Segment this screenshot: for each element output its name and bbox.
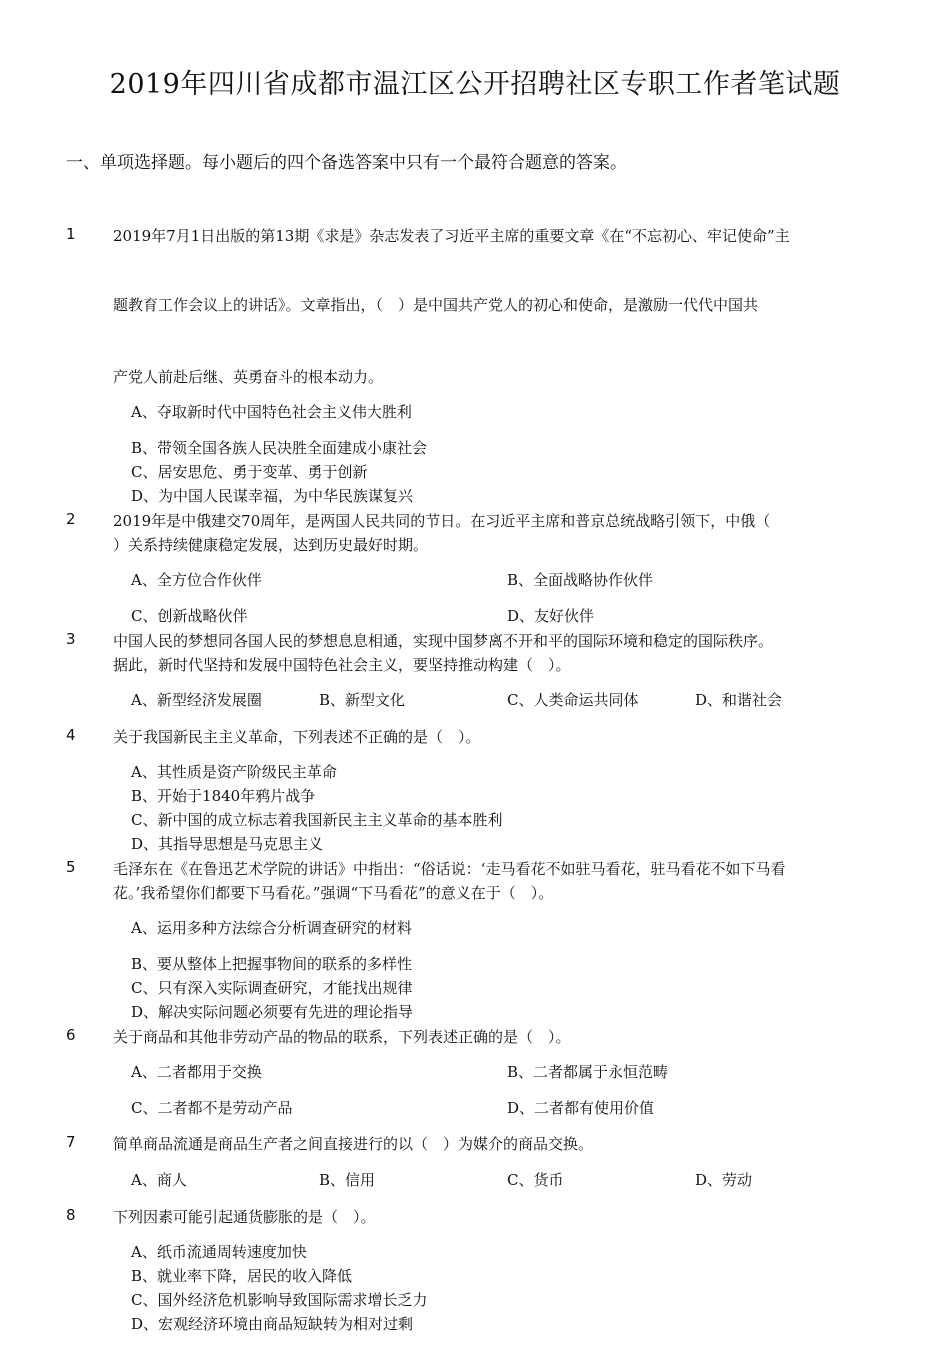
option-c: C、创新战略伙伴 <box>131 607 248 625</box>
option-a: A、运用多种方法综合分析调查研究的材料 <box>131 919 412 937</box>
option-b: B、二者都属于永恒范畴 <box>507 1063 669 1081</box>
question-number: 2 <box>66 510 76 528</box>
option-a: A、商人 <box>131 1171 187 1189</box>
question-text-line: ）关系持续健康稳定发展，达到历史最好时期。 <box>113 536 429 554</box>
question-number: 8 <box>66 1206 76 1224</box>
option-c: C、新中国的成立标志着我国新民主主义革命的基本胜利 <box>131 811 503 829</box>
question-text-line: 据此，新时代坚持和发展中国特色社会主义，要坚持推动构建（ ）。 <box>113 656 571 674</box>
option-d: D、为中国人民谋幸福，为中华民族谋复兴 <box>131 487 414 505</box>
option-c: C、人类命运共同体 <box>507 691 639 709</box>
question-text-line: 2019年7月1日出版的第13期《求是》杂志发表了习近平主席的重要文章《在“不忘初心、牢记使命”主 <box>113 227 790 245</box>
option-d: D、二者都有使用价值 <box>507 1099 655 1117</box>
option-a: A、其性质是资产阶级民主革命 <box>131 763 337 781</box>
option-b: B、带领全国各族人民决胜全面建成小康社会 <box>131 439 428 457</box>
question-text-line: 中国人民的梦想同各国人民的梦想息息相通，实现中国梦离不开和平的国际环境和稳定的国际秩序。 <box>113 632 774 650</box>
option-a: A、新型经济发展圈 <box>131 691 262 709</box>
option-a: A、二者都用于交换 <box>131 1063 262 1081</box>
question-number: 3 <box>66 630 76 648</box>
option-b: B、信用 <box>319 1171 376 1189</box>
question-text-line: 下列因素可能引起通货膨胀的是（ ）。 <box>113 1208 376 1226</box>
option-d: D、友好伙伴 <box>507 607 595 625</box>
section-heading: 一、单项选择题。每小题后的四个备选答案中只有一个最符合题意的答案。 <box>66 153 627 173</box>
option-b: B、要从整体上把握事物间的联系的多样性 <box>131 955 413 973</box>
option-d: D、其指导思想是马克思主义 <box>131 835 324 853</box>
question-number: 7 <box>66 1133 76 1151</box>
option-d: D、宏观经济环境由商品短缺转为相对过剩 <box>131 1315 414 1333</box>
option-d: D、和谐社会 <box>695 691 783 709</box>
question-text-line: 题教育工作会议上的讲话》。文章指出，（ ）是中国共产党人的初心和使命，是激励一代代中国共 <box>113 296 759 314</box>
option-a: A、纸币流通周转速度加快 <box>131 1243 307 1261</box>
question-text-line: 2019年是中俄建交70周年，是两国人民共同的节日。在习近平主席和普京总统战略引领下，中俄（ <box>113 512 771 530</box>
option-d: D、劳动 <box>695 1171 753 1189</box>
option-a: A、夺取新时代中国特色社会主义伟大胜利 <box>131 403 412 421</box>
option-b: B、就业率下降，居民的收入降低 <box>131 1267 353 1285</box>
question-text-line: 简单商品流通是商品生产者之间直接进行的以（ ）为媒介的商品交换。 <box>113 1135 594 1153</box>
question-text-line: 毛泽东在《在鲁迅艺术学院的讲话》中指出：“俗话说：‘走马看花不如驻马看花，驻马看花不如下马看 <box>113 860 786 878</box>
question-text-line: 花。’我希望你们都要下马看花。”强调“下马看花”的意义在于（ ）。 <box>113 884 554 902</box>
question-text-line: 产党人前赴后继、英勇奋斗的根本动力。 <box>113 368 384 386</box>
question-number: 4 <box>66 726 76 744</box>
option-c: C、只有深入实际调查研究，才能找出规律 <box>131 979 413 997</box>
option-c: C、货币 <box>507 1171 564 1189</box>
page-title: 2019年四川省成都市温江区公开招聘社区专职工作者笔试题 <box>109 69 841 100</box>
question-number: 1 <box>66 225 76 243</box>
question-number: 6 <box>66 1026 76 1044</box>
option-a: A、全方位合作伙伴 <box>131 571 262 589</box>
option-d: D、解决实际问题必须要有先进的理论指导 <box>131 1003 414 1021</box>
question-text-line: 关于商品和其他非劳动产品的物品的联系，下列表述正确的是（ ）。 <box>113 1028 571 1046</box>
question-number: 5 <box>66 858 76 876</box>
question-text-line: 关于我国新民主主义革命，下列表述不正确的是（ ）。 <box>113 728 481 746</box>
option-b: B、全面战略协作伙伴 <box>507 571 654 589</box>
option-c: C、国外经济危机影响导致国际需求增长乏力 <box>131 1291 428 1309</box>
option-b: B、开始于1840年鸦片战争 <box>131 787 316 805</box>
option-c: C、居安思危、勇于变革、勇于创新 <box>131 463 368 481</box>
option-c: C、二者都不是劳动产品 <box>131 1099 293 1117</box>
option-b: B、新型文化 <box>319 691 406 709</box>
